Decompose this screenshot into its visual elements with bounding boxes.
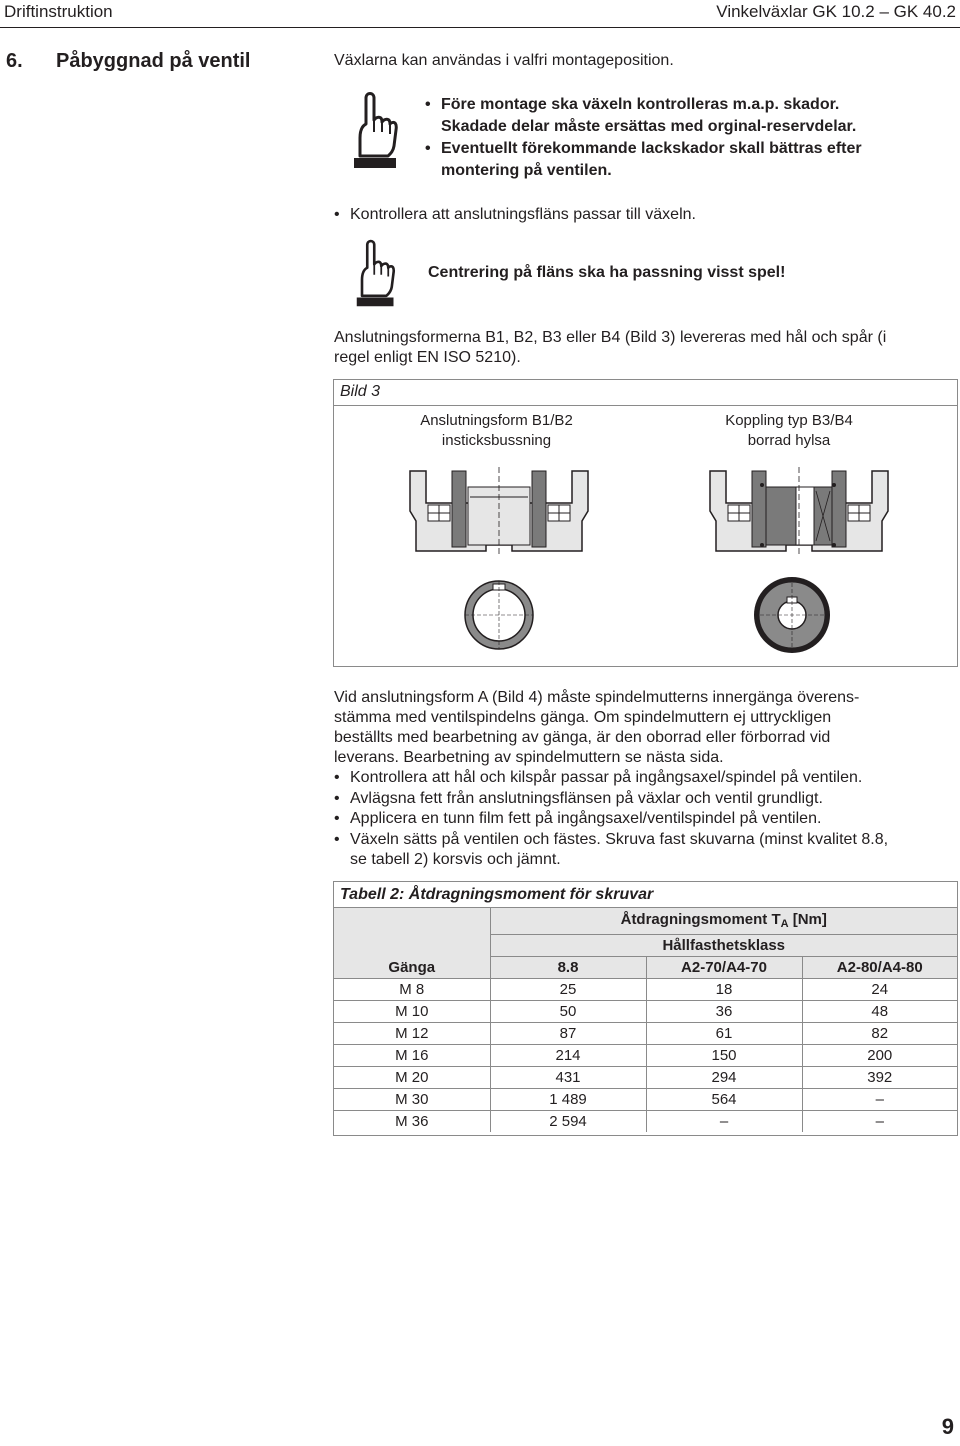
intro-text: Växlarna kan användas i valfri montageposition. (334, 52, 674, 69)
torque-table (334, 908, 957, 1132)
centering-warning: Centrering på fläns ska ha passning visst spel! (428, 264, 786, 281)
caption-line: Anslutningsform B1/B2 (420, 412, 573, 429)
step-line: Växeln sätts på ventilen och fästes. Skruva fast skuvarna (minst kvalitet 8.8, (350, 830, 889, 848)
bushing-bottom-view (462, 578, 536, 652)
table-header-cell (490, 908, 957, 934)
section-title: Påbyggnad på ventil (56, 50, 251, 72)
table-cell: 36 (646, 1000, 802, 1022)
doc-type: Driftinstruktion (4, 2, 113, 21)
table-row (334, 1088, 957, 1110)
table-cell: 61 (646, 1022, 802, 1044)
page-number: 9 (941, 1414, 954, 1439)
caption-line: borrad hylsa (747, 432, 831, 449)
table-cell: M 12 (334, 1022, 490, 1044)
sleeve-bottom-view (752, 575, 832, 655)
table-cell: 150 (646, 1044, 802, 1066)
step-item: • Applicera en tunn film fett på ingångsaxel/ventilspindel på ventilen. (334, 809, 888, 830)
warning-line: Skadade delar måste ersättas med orginal-reservdelar. (441, 118, 857, 135)
table-cell: 564 (646, 1088, 802, 1110)
text-line: stämma med ventilspindelns gänga. Om spindelmuttern ej uttryckligen (334, 709, 832, 726)
table-cell: M 10 (334, 1000, 490, 1022)
table-row (334, 1110, 957, 1132)
table-cell: 392 (802, 1066, 957, 1088)
text-line: leverans. Bearbetning av spindelmuttern se nästa sida. (334, 749, 724, 766)
step-item (334, 830, 888, 871)
table-cell: 2 594 (490, 1110, 646, 1132)
table-cell: 48 (802, 1000, 957, 1022)
table-cell: 82 (802, 1022, 957, 1044)
table-header-row (334, 908, 957, 934)
step-item: • Kontrollera att hål och kilspår passar på ingångsaxel/spindel på ventilen. (334, 768, 888, 789)
table-cell: 1 489 (490, 1088, 646, 1110)
table-cell: M 8 (334, 978, 490, 1000)
torque-table-box (333, 881, 958, 1136)
caption-line: insticksbussning (441, 432, 552, 449)
table-cell: 18 (646, 978, 802, 1000)
table-cell: 87 (490, 1022, 646, 1044)
torque-subscript: A (780, 918, 789, 931)
table-cell: 50 (490, 1000, 646, 1022)
torque-unit: [Nm] (788, 911, 827, 929)
figure-box (333, 379, 958, 667)
pointing-hand-icon (352, 238, 400, 308)
table-header-cell: Gänga (334, 908, 490, 978)
assembly-steps (334, 768, 888, 871)
text-line: Anslutningsformerna B1, B2, B3 eller B4 (Bild 3) levereras med hål och spår (i (334, 329, 887, 346)
bullet-item: • Kontrollera att anslutningsfläns passar till växeln. (334, 204, 696, 226)
table-row (334, 1000, 957, 1022)
warning-line: montering på ventilen. (441, 162, 612, 179)
table-header-cell: 8.8 (490, 956, 646, 978)
connection-forms-text (334, 328, 886, 368)
table-cell: 200 (802, 1044, 957, 1066)
bushing-section-drawing (406, 467, 592, 559)
pointing-hand-icon (352, 90, 400, 170)
text-line: regel enligt EN ISO 5210). (334, 349, 521, 366)
left-caption (394, 411, 599, 451)
spindle-nut-text (334, 688, 859, 768)
torque-heading: Åtdragningsmoment T (620, 911, 781, 929)
table-cell: – (802, 1110, 957, 1132)
table-cell: M 30 (334, 1088, 490, 1110)
table-cell: 214 (490, 1044, 646, 1066)
table-cell: – (802, 1088, 957, 1110)
table-cell: 24 (802, 978, 957, 1000)
sleeve-section-drawing (706, 467, 892, 559)
right-caption (689, 411, 889, 451)
table-cell: 25 (490, 978, 646, 1000)
table-cell: – (646, 1110, 802, 1132)
table-header-cell: A2-70/A4-70 (646, 956, 802, 978)
table-row (334, 978, 957, 1000)
table-row (334, 1044, 957, 1066)
table-cell: 294 (646, 1066, 802, 1088)
figure-label: Bild 3 (340, 383, 381, 400)
table-header-cell: Hållfasthetsklass (490, 934, 957, 956)
table-cell: 431 (490, 1066, 646, 1088)
header-divider (0, 27, 960, 28)
text-line: beställts med bearbetning av gänga, är den oborrad eller förborrad vid (334, 729, 831, 746)
table-row (334, 1066, 957, 1088)
table-cell: M 36 (395, 1112, 429, 1130)
table-header-cell: A2-80/A4-80 (802, 956, 957, 978)
figure-header (334, 380, 957, 406)
warning-item (425, 94, 862, 138)
caption-line: Koppling typ B3/B4 (725, 412, 853, 429)
section-number: 6. (6, 50, 23, 72)
table-cell: M 20 (334, 1066, 490, 1088)
doc-product: Vinkelväxlar GK 10.2 – GK 40.2 (716, 2, 956, 21)
flange-check (334, 204, 696, 226)
warning-line: Före montage ska växeln kontrolleras m.a.p. skador. (441, 96, 840, 113)
warning-line: Eventuellt förekommande lackskador skall bättras efter (441, 140, 862, 157)
table-title: Tabell 2: Åtdragningsmoment för skruvar (334, 882, 957, 908)
warning-item (425, 138, 862, 182)
step-item: • Avlägsna fett från anslutningsflänsen på växlar och ventil grundligt. (334, 789, 888, 810)
text-line: Vid anslutningsform A (Bild 4) måste spindelmutterns innergänga överens- (334, 689, 860, 706)
table-cell: M 16 (334, 1044, 490, 1066)
table-row (334, 1022, 957, 1044)
step-line: se tabell 2) korsvis och jämnt. (350, 851, 561, 868)
warning-list-1 (425, 94, 862, 182)
